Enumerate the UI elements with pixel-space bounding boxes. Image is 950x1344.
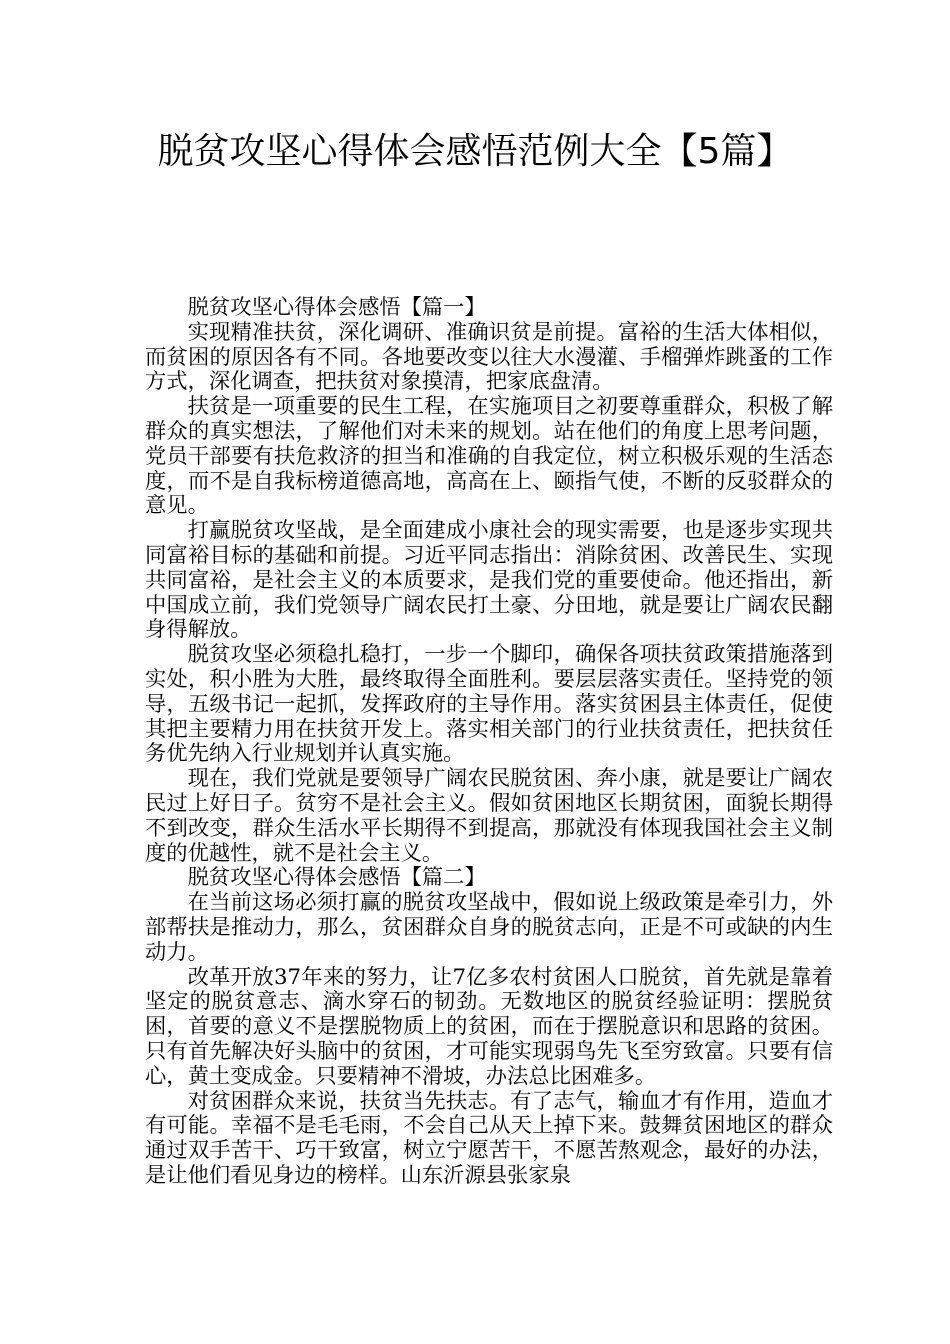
paragraph: 脱贫攻坚必须稳扎稳打，一步一个脚印，确保各项扶贫政策措施落到实处，积小胜为大胜，最终取得全面胜利。要层层落实责任。坚持党的领导，五级书记一起抓，发挥政府的主导作用。落实贫困县主体责任，促使其把主要精力用在扶贫开发上。落实相关部门的行业扶贫责任，把扶贫任务优先纳入行业规划并认真实施。	[145, 642, 833, 767]
section-heading: 脱贫攻坚心得体会感悟【篇一】	[187, 295, 486, 320]
paragraph: 改革开放37年来的努力，让7亿多农村贫困人口脱贫，首先就是靠着坚定的脱贫意志、滴水穿石的韧劲。无数地区的脱贫经验证明：摆脱贫困，首要的意义不是摆脱物质上的贫困，而在于摆脱意识和思路的贫困。只有首先解决好头脑中的贫困，才可能实现弱鸟先飞至穷致富。只要有信心，黄土变成金。只要精神不滑坡，办法总比困难多。	[145, 964, 833, 1089]
paragraph: 实现精准扶贫，深化调研、准确识贫是前提。富裕的生活大体相似，而贫困的原因各有不同。各地要改变以往大水漫灌、手榴弹炸跳蚤的工作方式，深化调查，把扶贫对象摸清，把家底盘清。	[145, 319, 833, 395]
paragraph: 现在，我们党就是要领导广阔农民脱贫困、奔小康，就是要让广阔农民过上好日子。贫穷不是社会主义。假如贫困地区长期贫困，面貌长期得不到改变，群众生活水平长期得不到提高，那就没有体现我国社会主义制度的优越性，就不是社会主义。	[145, 766, 833, 866]
paragraph: 打赢脱贫攻坚战，是全面建成小康社会的现实需要，也是逐步实现共同富裕目标的基础和前提。习近平同志指出：消除贫困、改善民生、实现共同富裕，是社会主义的本质要求，是我们党的重要使命。他还指出，新中国成立前，我们党领导广阔农民打土豪、分田地，就是要让广阔农民翻身得解放。	[145, 518, 833, 643]
paragraph: 对贫困群众来说，扶贫当先扶志。有了志气，输血才有作用，造血才有可能。幸福不是毛毛雨，不会自己从天上掉下来。鼓舞贫困地区的群众通过双手苦干、巧干致富，树立宁愿苦干，不愿苦熬观念，最好的办法，是让他们看见身边的榜样。山东沂源县张家泉	[145, 1088, 833, 1188]
document-title: 脱贫攻坚心得体会感悟范例大全【5篇】	[157, 131, 793, 172]
section-heading: 脱贫攻坚心得体会感悟【篇二】	[187, 865, 486, 891]
paragraph: 在当前这场必须打赢的脱贫攻坚战中，假如说上级政策是牵引力，外部帮扶是推动力，那么，贫困群众自身的脱贫志向，正是不可或缺的内生动力。	[145, 890, 833, 965]
paragraph: 扶贫是一项重要的民生工程，在实施项目之初要尊重群众，积极了解群众的真实想法，了解他们对未来的规划。站在他们的角度上思考问题，党员干部要有扶危救济的担当和准确的自我定位，树立积极乐观的生活态度，而不是自我标榜道德高地，高高在上、颐指气使，不断的反驳群众的意见。	[145, 394, 833, 519]
document-body	[145, 296, 833, 1189]
